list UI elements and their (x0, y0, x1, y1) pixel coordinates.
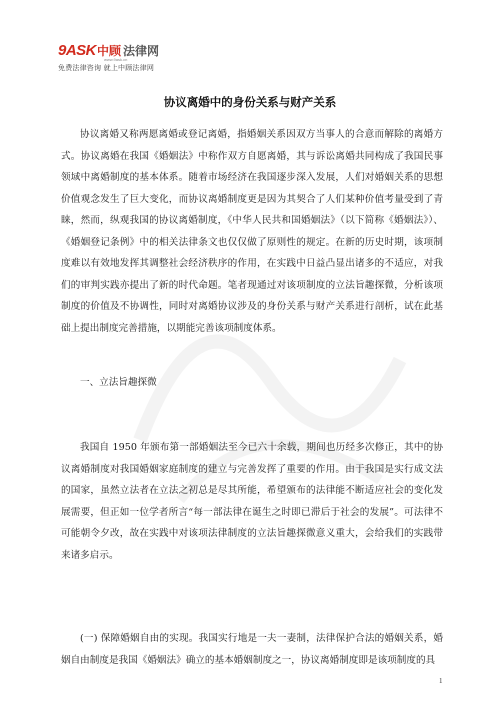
logo-name-part1: 中顾 (97, 44, 122, 58)
logo-slogan: 免费法律咨询 就上中顾法律网 (58, 64, 155, 72)
logo-name-part2: 法律网 (123, 44, 160, 58)
section-heading: 一、立法旨趣探微 (80, 377, 157, 388)
logo-url: www.9ask.cn (104, 57, 128, 62)
logo-brand: 9ASK (58, 42, 97, 59)
site-logo (58, 42, 198, 84)
paragraph-intro: 协议离婚又称两愿离婚或登记离婚，指婚姻关系因双方当事人的合意而解除的离婚方式。协议离婚在我国《婚姻法》中称作双方自愿离婚，其与诉讼离婚共同构成了我国民事领域中离婚制度的基本体系。随着市场经济在我国逐步深入发展，人们对婚姻关系的思想价值观念发生了巨大变化，而协议离婚制度更是因为其契合了人们某种价值考量受到了青睐，然而，纵观我国的协议离婚制度，《中华人民共和国婚姻法》（以下简称《婚姻法》）、《婚姻登记条例》中的相关法律条文也仅仅做了原则性的规定。在新的历史时期，该项制度难以有效地发挥其调整社会经济秩序的作用，在实践中日益凸显出诸多的不适应，对我们的审判实践亦提出了新的时代命题。笔者现通过对该项制度的立法旨趣探微，分析该项制度的价值及不协调性，同时对离婚协议涉及的身份关系与财产关系进行剖析，试在此基础上提出制度完善措施，以期能完善该项制度体系。 (61, 129, 443, 334)
page-number: 1 (439, 677, 443, 685)
document-title: 协议离婚中的身份关系与财产关系 (163, 95, 337, 109)
paragraph-subsection1: (一) 保障婚姻自由的实现。我国实行地是一夫一妻制，法律保护合法的婚姻关系，婚姻自由制度是我国《婚姻法》确立的基本婚姻制度之一，协议离婚制度即是该项制度的具 (61, 633, 443, 666)
paragraph-section1: 我国自 1950 年颁布第一部婚姻法至今已六十余载，期间也历经多次修正，其中的协议离婚制度对我国婚姻家庭制度的建立与完善发挥了重要的作用。由于我国是实行成文法的国家，虽然立法者在立法之初总是尽其所能，希望颁布的法律能不断适应社会的变化发展需要，但正如一位学者所言“每一部法律在诞生之时即已滞后于社会的发展”。可法律不可能朝令夕改，故在实践中对该项法律制度的立法旨趣探微意义重大，会给我们的实践带来诸多启示。 (61, 442, 443, 561)
